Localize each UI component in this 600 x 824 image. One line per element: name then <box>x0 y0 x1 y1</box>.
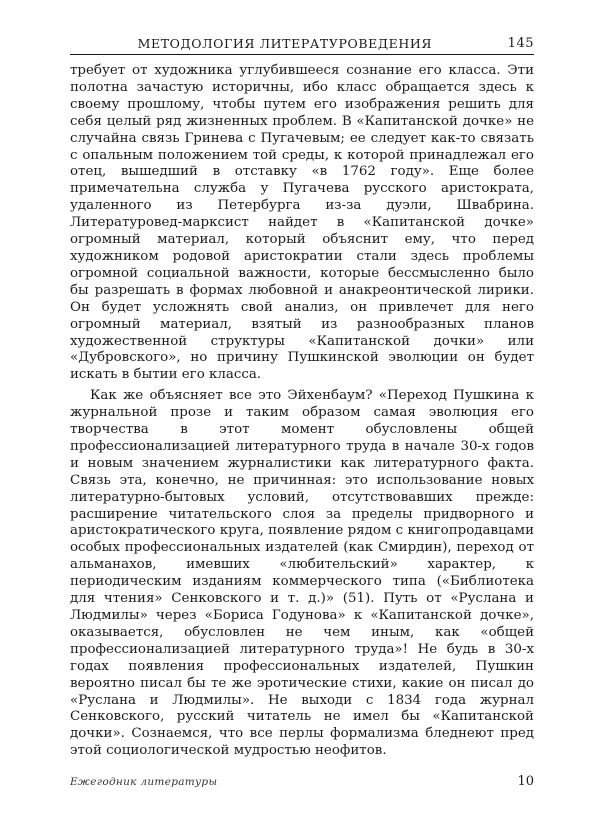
page-footer <box>70 774 534 789</box>
running-header <box>70 36 534 55</box>
page-number: 145 <box>507 36 534 51</box>
signature-mark: Ежегодник литературы <box>70 776 218 788</box>
body-text <box>70 63 534 760</box>
page <box>70 36 534 760</box>
paragraph: Как же объясняет все это Эйхенбаум? «Переход Пушкина к журнальной прозе и таким образом самая эволюция его творчества в этот момент обусловлены общей профессионализацией литературного труда в начале 30-х годов и новым значением журналистики как литературного факта. Связь эта, конечно, не причинная: это использование новых литературно-бытовых условий, отсутствовавших прежде: расширение читательского слоя за пределы придворного и аристократического круга, появление рядом с книгопродавцами особых профессиональных издателей (как Смирдин), переход от альманахов, имевших «любительский» характер, к периодическим изданиям коммерческого типа («Библиотека для чтения» Сенковского и т. д.)» (51). Путь от «Руслана и Людмилы» через «Бориса Годунова» к «Капитанской дочке», оказывается, обусловлен не чем иным, как «общей профессионализацией литературного труда»! Не будь в 30-х годах появления профессиональных издателей, Пушкин вероятно писал бы те же эротические стихи, какие он писал до «Руслана и Людмилы». Не выходи с 1834 года журнал Сенковского, русский читатель не имел бы «Капитанской дочки». Сознаемся, что все перлы формализма бледнеют пред этой социологической мудростью неофитов. <box>70 388 534 759</box>
running-title: МЕТОДОЛОГИЯ ЛИТЕРАТУРОВЕДЕНИЯ <box>137 36 433 51</box>
paragraph-continued: требует от художника углубившееся сознание его класса. Эти полотна зачастую историчны, ибо класс обращается здесь к своему прошлому, чтобы путем его изображения решить для себя целый ряд жизненных проблем. В «Капитанской дочке» не случайна связь Гринева с Пугачевым; ее следует как-то связать с опальным положением той среды, к которой принадлежал его отец, вышедший в отставку «в 1762 году». Еще более примечательна служба у Пугачева русского аристократа, удаленного из Петербурга из-за дуэли, Швабрина. Литературовед-марксист найдет в «Капитанской дочке» огромный материал, который объяснит ему, что перед художником родовой аристократии стали здесь проблемы огромной социальной важности, которые бессмысленно было бы разрешать в формах любовной и анакреонтической лирики. Он будет усложнять свой анализ, он привлечет для него огромный материал, взятый из разнообразных планов художественной структуры «Капитанской дочки» или «Дубровского», но причину Пушкинской эволюции он будет искать в бытии его класса. <box>70 63 534 383</box>
sheet-number: 10 <box>517 774 534 789</box>
